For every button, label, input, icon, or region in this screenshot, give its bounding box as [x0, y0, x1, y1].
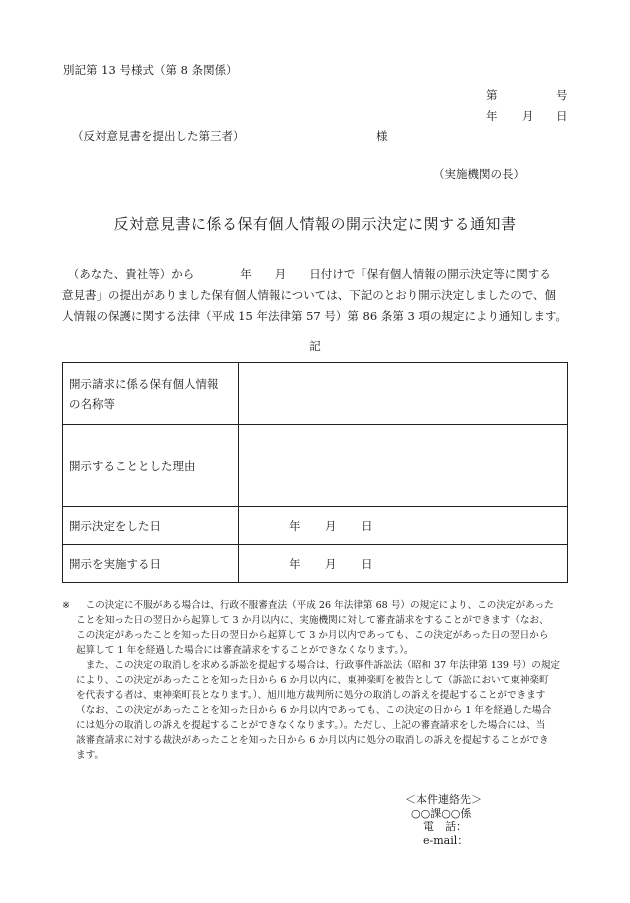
- body-line: （あなた、貴社等）から 年 月 日付けで「保有個人情報の開示決定等に関する: [62, 267, 551, 281]
- contact-block: [405, 793, 482, 847]
- note-line: この決定があったことを知った日の翌日から起算して 3 か月以内であっても、この決定があった日の翌日から: [76, 630, 549, 641]
- note-line: ます。: [76, 750, 105, 761]
- notes: [62, 598, 574, 763]
- value-cell[interactable]: [239, 507, 568, 545]
- row-label: 開示を実施する日: [69, 556, 161, 571]
- row-label: 開示決定をした日: [69, 518, 161, 533]
- issue-date-year: 年: [486, 109, 498, 123]
- note-line: ことを知った日の翌日から起算して 3 か月以内に、実施機関に対して審査請求をすることができます（なお、: [76, 615, 549, 626]
- ki-heading: 記: [309, 339, 321, 353]
- note-line: 該審査請求に対する裁決があったことを知った日から 6 か月以内に処分の取消しの訴えを提起することができ: [76, 735, 549, 746]
- doc-number-prefix: 第: [486, 88, 498, 102]
- doc-number-suffix: 号: [556, 88, 568, 102]
- contact-section: ○○課○○係: [411, 806, 472, 820]
- label-cell: [63, 545, 239, 583]
- table-row: [63, 507, 568, 545]
- date-day: 日: [361, 518, 373, 533]
- table-row: [63, 363, 568, 425]
- note-line: を代表する者は、東神楽町長となります。）、旭川地方裁判所に処分の取消しの訴えを提起することができます: [76, 690, 546, 701]
- note-line: には処分の取消しの訴えを提起することができなくなります。）。ただし、上記の審査請求をした場合には、当: [76, 720, 546, 731]
- value-cell[interactable]: [239, 545, 568, 583]
- recipient-honorific: 様: [376, 129, 388, 143]
- contact-heading: ＜本件連絡先＞: [405, 793, 482, 806]
- row-label: 開示することとした理由: [69, 458, 196, 473]
- table-row: [63, 425, 568, 507]
- body-line: 人情報の保護に関する法律（平成 15 年法律第 57 号）第 86 条第 3 項の規定により通知します。: [62, 309, 568, 323]
- table-row: [63, 545, 568, 583]
- date-month: 月: [325, 518, 337, 533]
- row-label: の名称等: [69, 396, 115, 411]
- issue-date-day: 日: [556, 109, 568, 123]
- recipient: （反対意見書を提出した第三者）: [72, 129, 245, 143]
- value-cell[interactable]: [239, 425, 568, 507]
- issue-date-month: 月: [522, 109, 534, 123]
- note-line: 起算して 1 年を経過した場合には審査請求をすることができなくなります。）。: [76, 645, 414, 656]
- body-paragraph: [62, 264, 570, 327]
- form-number: 別記第 13 号様式（第 8 条関係）: [63, 63, 238, 77]
- label-cell: [63, 507, 239, 545]
- contact-email: e-mail：: [423, 833, 469, 847]
- date-year: 年: [289, 556, 301, 571]
- issuer: （実施機関の長）: [433, 167, 525, 181]
- details-table: [62, 362, 568, 583]
- note-mark: ※: [62, 600, 71, 611]
- label-cell: [63, 363, 239, 425]
- row-label: 開示請求に係る保有個人情報: [69, 376, 219, 391]
- date-month: 月: [325, 556, 337, 571]
- date-day: 日: [361, 556, 373, 571]
- value-cell[interactable]: [239, 363, 568, 425]
- note-line: により、この決定があったことを知った日から 6 か月以内に、東神楽町を被告として（訴訟において東神楽町: [76, 675, 549, 686]
- date-year: 年: [289, 518, 301, 533]
- document-title: 反対意見書に係る保有個人情報の開示決定に関する通知書: [113, 215, 517, 233]
- label-cell: [63, 425, 239, 507]
- note-line: また、この決定の取消しを求める訴訟を提起する場合は、行政事件訴訟法（昭和 37 年法律第 139 号）の規定: [76, 660, 561, 671]
- body-line: 意見書」の提出がありました保有個人情報については、下記のとおり開示決定しましたので、個: [62, 288, 557, 302]
- note-line: この決定に不服がある場合は、行政不服審査法（平成 26 年法律第 68 号）の規定により、この決定があった: [76, 600, 554, 611]
- contact-phone: 電 話：: [423, 820, 467, 833]
- note-line: （なお、この決定があったことを知った日から 6 か月以内であっても、この決定の日から 1 年を経過した場合: [76, 705, 552, 716]
